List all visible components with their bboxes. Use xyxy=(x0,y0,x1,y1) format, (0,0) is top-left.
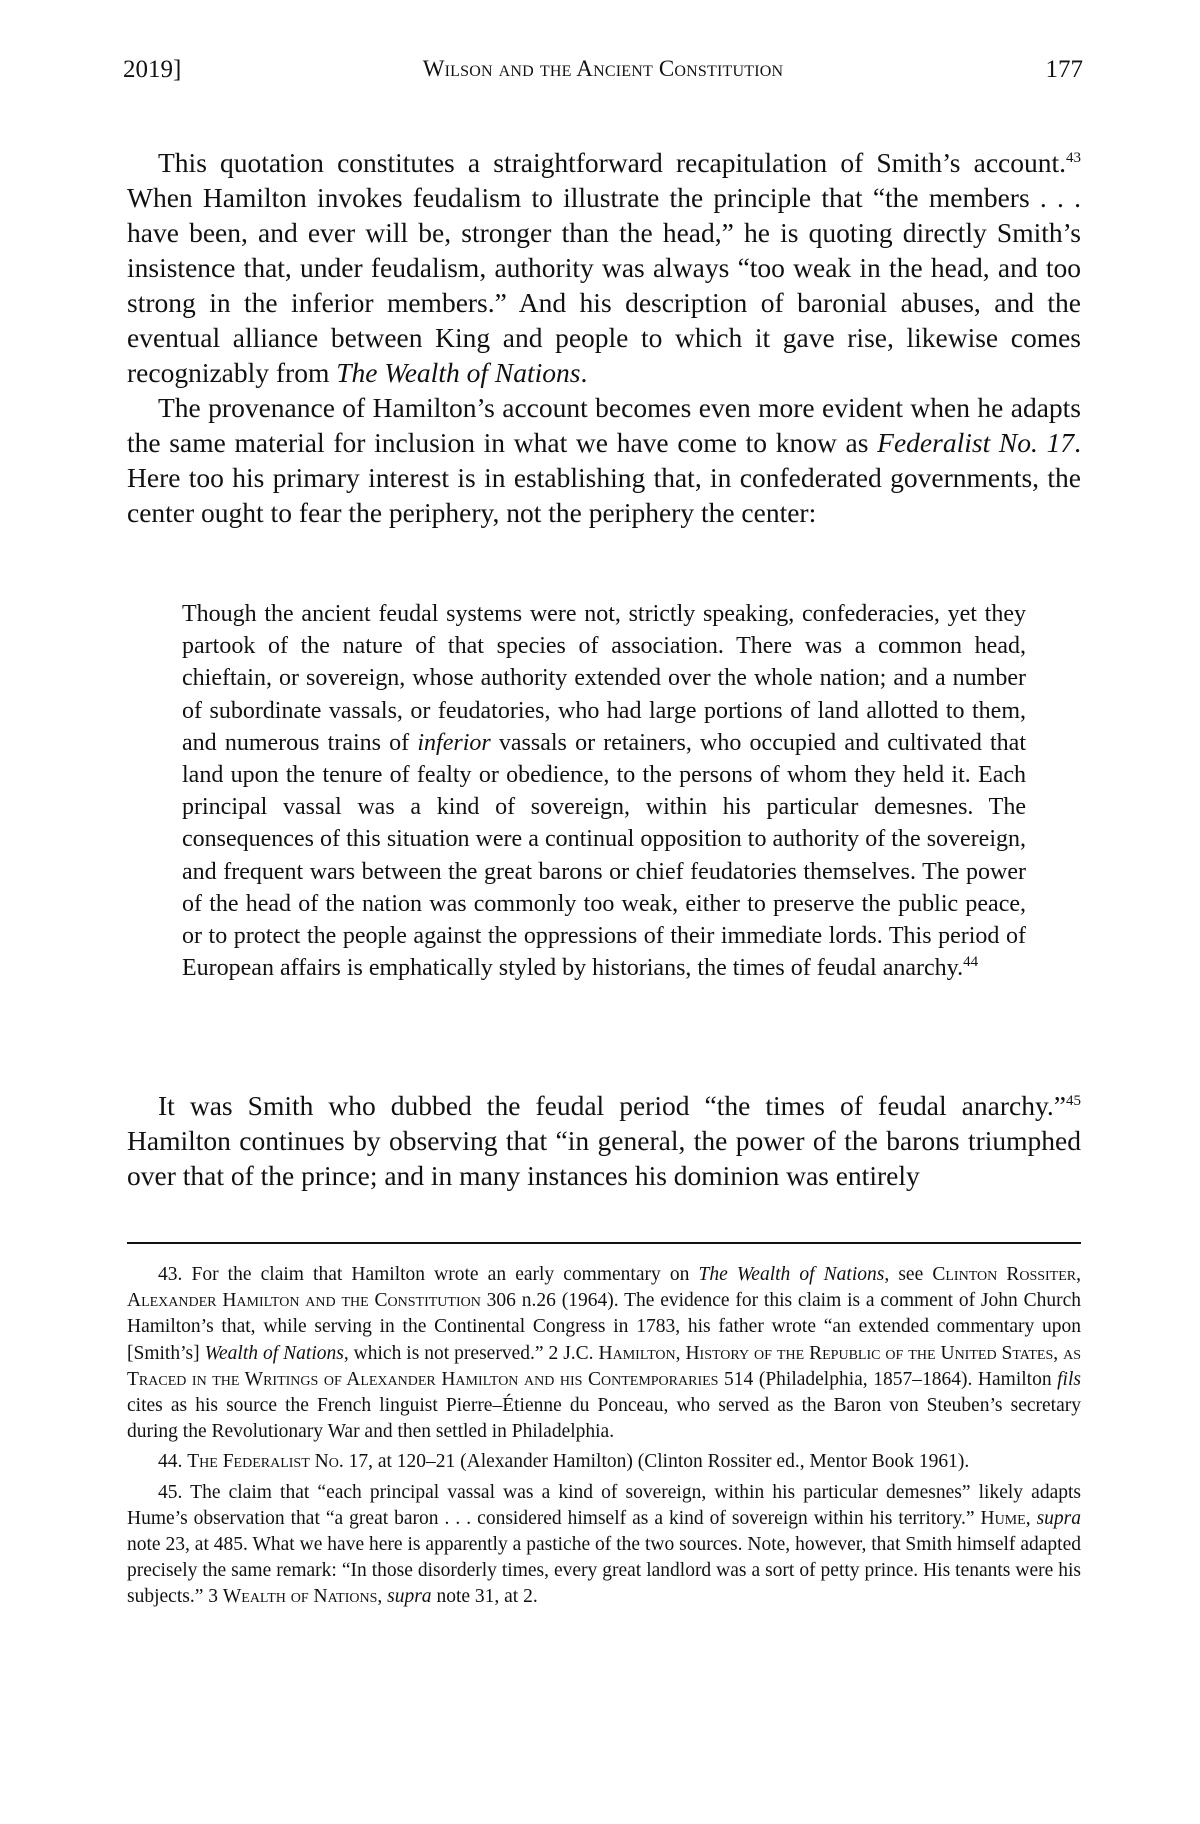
paragraph-text xyxy=(127,390,1081,530)
footnote-44 xyxy=(127,1449,1081,1475)
text-run: 17, at 120–21 (Alexander Hamilton) (Clinton Rossiter ed., Mentor Book 1961). xyxy=(343,1451,970,1473)
footnote-45 xyxy=(127,1480,1081,1611)
citation-smallcaps: Wealth of Nations xyxy=(222,1586,378,1608)
text-run: vassals or retainers, who occupied and cultivated that land upon the tenure of fealty or obedience, to the persons of whom they held it. Each principal vassal was a kind of sovereign, within his particular demesnes. The consequences of this situation were a continual opposition to authority of the sovereign, and frequent wars between the great barons or chief feudatories themselves. The power of the head of the nation was commonly too weak, either to preserve the public peace, or to protect the people against the oppressions of their immediate lords. This period of European affairs is emphatically styled by historians, the times of feudal anarchy. xyxy=(182,729,1026,982)
block-quote xyxy=(182,598,1026,984)
footnote-divider xyxy=(127,1242,1081,1244)
paragraph-text xyxy=(127,145,1081,390)
body-paragraph-3 xyxy=(127,1088,1081,1193)
footnote-ref-44[interactable]: 44 xyxy=(963,954,979,971)
footnotes xyxy=(127,1262,1081,1615)
volume-year: 2019] xyxy=(123,56,182,83)
text-run: , see xyxy=(884,1264,933,1285)
book-title: Federalist No. 17 xyxy=(877,427,1075,458)
page-number: 177 xyxy=(1045,56,1083,83)
footnote-number: 45. xyxy=(158,1481,183,1503)
text-run: The claim that “each principal vassal was a kind of sovereign, within his particular demesnes” likely adapts Hume’s observation that “a great baron . . . considered himself as a kind of sovereign within his territory.” xyxy=(127,1481,1081,1529)
book-title: Wealth of Nations xyxy=(204,1342,344,1364)
footnote-ref-43[interactable]: 43 xyxy=(1066,149,1081,166)
emphasis: supra xyxy=(387,1586,432,1608)
emphasis: inferior xyxy=(417,729,491,756)
text-run: 514 (Philadelphia, 1857–1864). Hamilton xyxy=(718,1368,1058,1390)
citation-smallcaps: J.C. Hamilton, History of the Republic of the United States, as Traced in the Writings of Alexander Hamilton and his Contemporaries xyxy=(127,1342,1082,1390)
citation-smallcaps: Clinton Rossiter, Alexander Hamilton and the Constitution xyxy=(127,1264,1081,1312)
text-run: For the claim that Hamilton wrote an early commentary on xyxy=(182,1264,699,1285)
text-run: It was Smith who dubbed the feudal period “the times of feudal anarchy.” xyxy=(158,1090,1066,1121)
text-run: note 31, at 2. xyxy=(431,1586,538,1608)
text-run: 306 n.26 (1964). The evidence for this claim is a comment of John Church Hamilton’s that, while serving in the Continental Congress in 1783, his father wrote “an extended commentary upon [Smith’s] xyxy=(127,1290,1081,1364)
citation-smallcaps: Hume xyxy=(980,1507,1026,1529)
running-header xyxy=(123,56,1083,96)
text-run: Hamilton continues by observing that “in general, the power of the barons triumphed over that of the prince; and in many instances his dominion was entirely xyxy=(127,1125,1081,1191)
citation-smallcaps: The Federalist No. xyxy=(187,1451,344,1473)
book-title: The Wealth of Nations xyxy=(698,1264,885,1285)
footnote-number: 44. xyxy=(158,1451,183,1473)
emphasis: fils xyxy=(1057,1368,1081,1390)
text-run: This quotation constitutes a straightforward recapitulation of Smith’s account. xyxy=(158,147,1066,178)
running-title: Wilson and the Ancient Constitution xyxy=(422,56,784,81)
book-title: The Wealth of Nations xyxy=(336,357,581,388)
emphasis: supra xyxy=(1036,1507,1081,1529)
body-paragraph-2 xyxy=(127,390,1081,530)
text-run: cites as his source the French linguist Pierre–Étienne du Ponceau, who served as the Baron von Steuben’s secretary during the Revolutionary War and then settled in Philadelphia. xyxy=(127,1395,1081,1443)
text-run: note 23, at 485. What we have here is apparently a pastiche of the two sources. Note, however, that Smith himself adapted precisely the same remark: “In those disorderly times, every great landlord was a sort of petty prince. His tenants were his subjects.” 3 xyxy=(127,1534,1081,1608)
paragraph-text xyxy=(127,1088,1081,1193)
text-run: . Here too his primary interest is in establishing that, in confederated governments, the center ought to fear the periphery, not the periphery the center: xyxy=(127,427,1081,528)
text-run: , xyxy=(1025,1507,1037,1529)
text-run: The provenance of Hamilton’s account becomes even more evident when he adapts the same material for inclusion in what we have come to know as xyxy=(127,392,1081,458)
text-run: , which is not preserved.” 2 xyxy=(343,1342,564,1364)
footnote-ref-45[interactable]: 45 xyxy=(1066,1092,1081,1109)
text-run: When Hamilton invokes feudalism to illustrate the principle that “the members . . . have been, and ever will be, stronger than the head,” he is quoting directly Smith’s insistence that, under feudalism, authority was always “too weak in the head, and too strong in the inferior members.” And his description of baronial abuses, and the eventual alliance between King and people to which it gave rise, likewise comes recognizably from xyxy=(127,182,1081,388)
text-run: Though the ancient feudal systems were not, strictly speaking, confederacies, yet they partook of the nature of that species of association. There was a common head, chieftain, or sovereign, whose authority extended over the whole nation; and a number of subordinate vassals, or feudatories, who had large portions of land allotted to them, and numerous trains of xyxy=(182,601,1026,756)
body-paragraph-1 xyxy=(127,145,1081,390)
text-run: . xyxy=(580,357,588,388)
text-run: , xyxy=(377,1586,388,1608)
footnote-43 xyxy=(127,1262,1081,1445)
footnote-number: 43. xyxy=(158,1264,183,1285)
